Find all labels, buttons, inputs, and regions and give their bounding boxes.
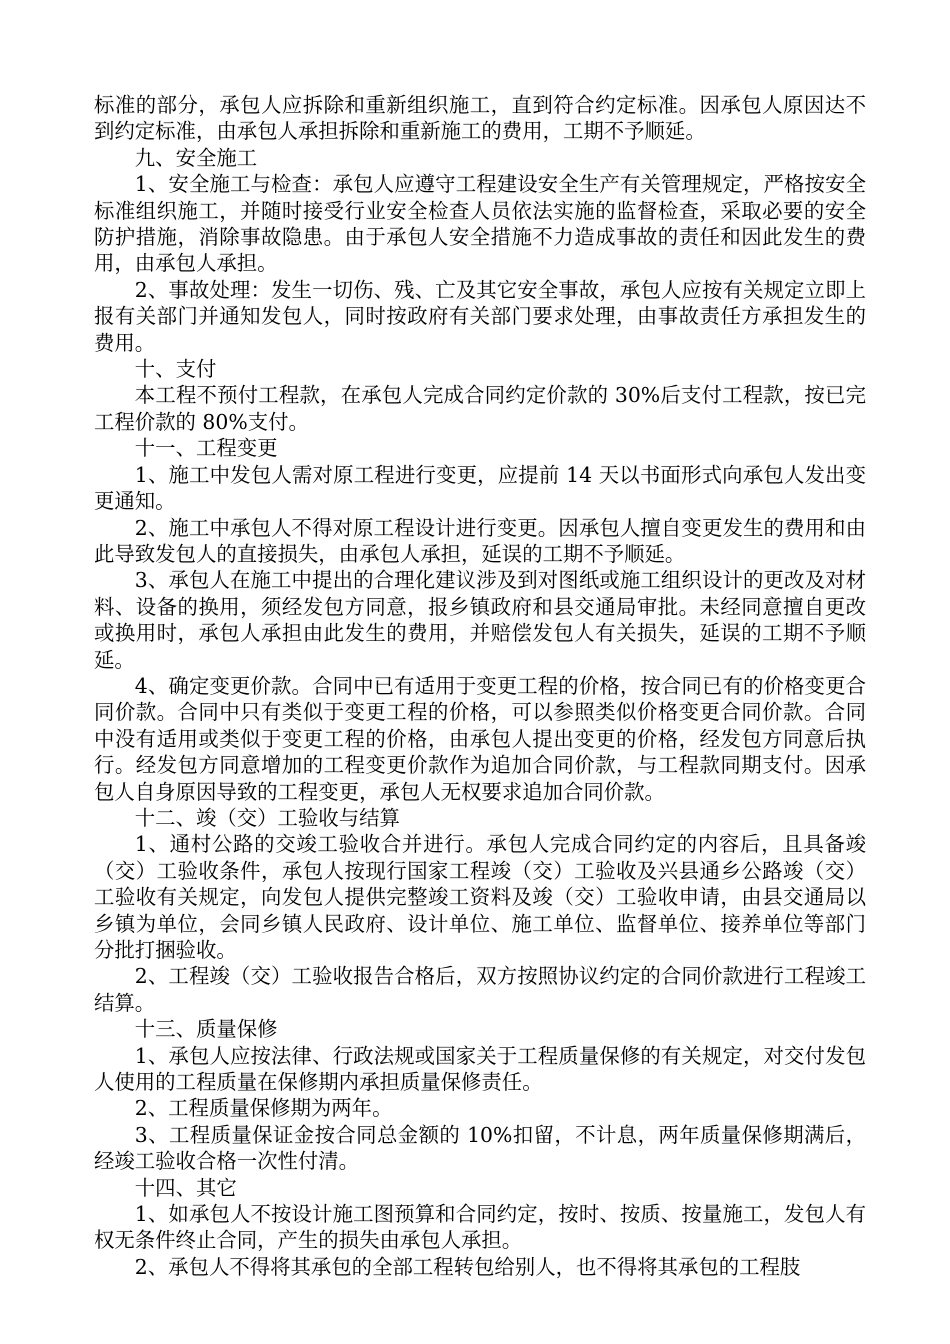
document-page: [94, 92, 866, 1280]
paragraph-change-3: 3、承包人在施工中提出的合理化建议涉及到对图纸或施工组织设计的更改及对材料、设备的换用，须经发包方同意，报乡镇政府和县交通局审批。未经同意擅自更改或换用时，承包人承担由此发生的费用，并赔偿发包人有关损失，延误的工期不予顺延。: [94, 568, 866, 672]
paragraph-other-1: 1、如承包人不按设计施工图预算和合同约定，按时、按质、按量施工，发包人有权无条件终止合同，产生的损失由承包人承担。: [94, 1202, 866, 1253]
paragraph-other-2: 2、承包人不得将其承包的全部工程转包给别人，也不得将其承包的工程肢: [134, 1254, 801, 1279]
paragraph-change-1: 1、施工中发包人需对原工程进行变更，应提前 14 天以书面形式向承包人发出变更通知。: [94, 462, 866, 514]
paragraph-change-2: 2、施工中承包人不得对原工程设计进行变更。因承包人擅自变更发生的费用和由此导致发包人的直接损失，由承包人承担，延误的工期不予顺延。: [94, 515, 866, 566]
continued-paragraph: 标准的部分，承包人应拆除和重新组织施工，直到符合约定标准。因承包人原因达不到约定标准，由承包人承担拆除和重新施工的费用，工期不予顺延。: [94, 93, 866, 144]
paragraph-change-4: 4、确定变更价款。合同中已有适用于变更工程的价格，按合同已有的价格变更合同价款。合同中只有类似于变更工程的价格，可以参照类似价格变更合同价款。合同中没有适用或类似于变更工程的价格，由承包人提出变更的价格，经发包方同意后执行。经发包方同意增加的工程变更价款作为追加合同价款，与工程款同期支付。因承包人自身原因导致的工程变更，承包人无权要求追加合同价款。: [94, 673, 866, 804]
section-heading-payment: 十、支付: [134, 357, 217, 382]
paragraph-payment: 本工程不预付工程款，在承包人完成合同约定价款的 30%后支付工程款，按已完工程价款的 80%支付。: [94, 383, 866, 434]
section-heading-changes: 十一、工程变更: [134, 436, 278, 461]
paragraph-warranty-1: 1、承包人应按法律、行政法规或国家关于工程质量保修的有关规定，对交付发包人使用的工程质量在保修期内承担质量保修责任。: [94, 1043, 866, 1095]
paragraph-warranty-2: 2、工程质量保修期为两年。: [134, 1096, 393, 1121]
section-heading-safety: 九、安全施工: [134, 145, 258, 170]
section-heading-warranty: 十三、质量保修: [134, 1017, 278, 1042]
section-heading-other: 十四、其它: [134, 1175, 237, 1200]
paragraph-accident-handling: 2、事故处理：发生一切伤、残、亡及其它安全事故，承包人应按有关规定立即上报有关部门并通知发包人，同时按政府有关部门要求处理，由事故责任方承担发生的费用。: [94, 277, 866, 355]
paragraph-acceptance-2: 2、工程竣（交）工验收报告合格后，双方按照协议约定的合同价款进行工程竣工结算。: [94, 964, 866, 1015]
section-heading-acceptance: 十二、竣（交）工验收与结算: [134, 805, 400, 830]
paragraph-acceptance-1: 1、通村公路的交竣工验收合并进行。承包人完成合同约定的内容后，且具备竣（交）工验收条件，承包人按现行国家工程竣（交）工验收及兴县通乡公路竣（交）工验收有关规定，向发包人提供完整竣工资料及竣（交）工验收申请，由县交通局以乡镇为单位，会同乡镇人民政府、设计单位、施工单位、监督单位、接养单位等部门分批打捆验收。: [94, 832, 866, 962]
paragraph-warranty-3: 3、工程质量保证金按合同总金额的 10%扣留，不计息，两年质量保修期满后，经竣工验收合格一次性付清。: [94, 1122, 866, 1174]
paragraph-safety-inspection: 1、安全施工与检查：承包人应遵守工程建设安全生产有关管理规定，严格按安全标准组织施工，并随时接受行业安全检查人员依法实施的监督检查，采取必要的安全防护措施，消除事故隐患。由于承包人安全措施不力造成事故的责任和因此发生的费用，由承包人承担。: [94, 172, 866, 276]
